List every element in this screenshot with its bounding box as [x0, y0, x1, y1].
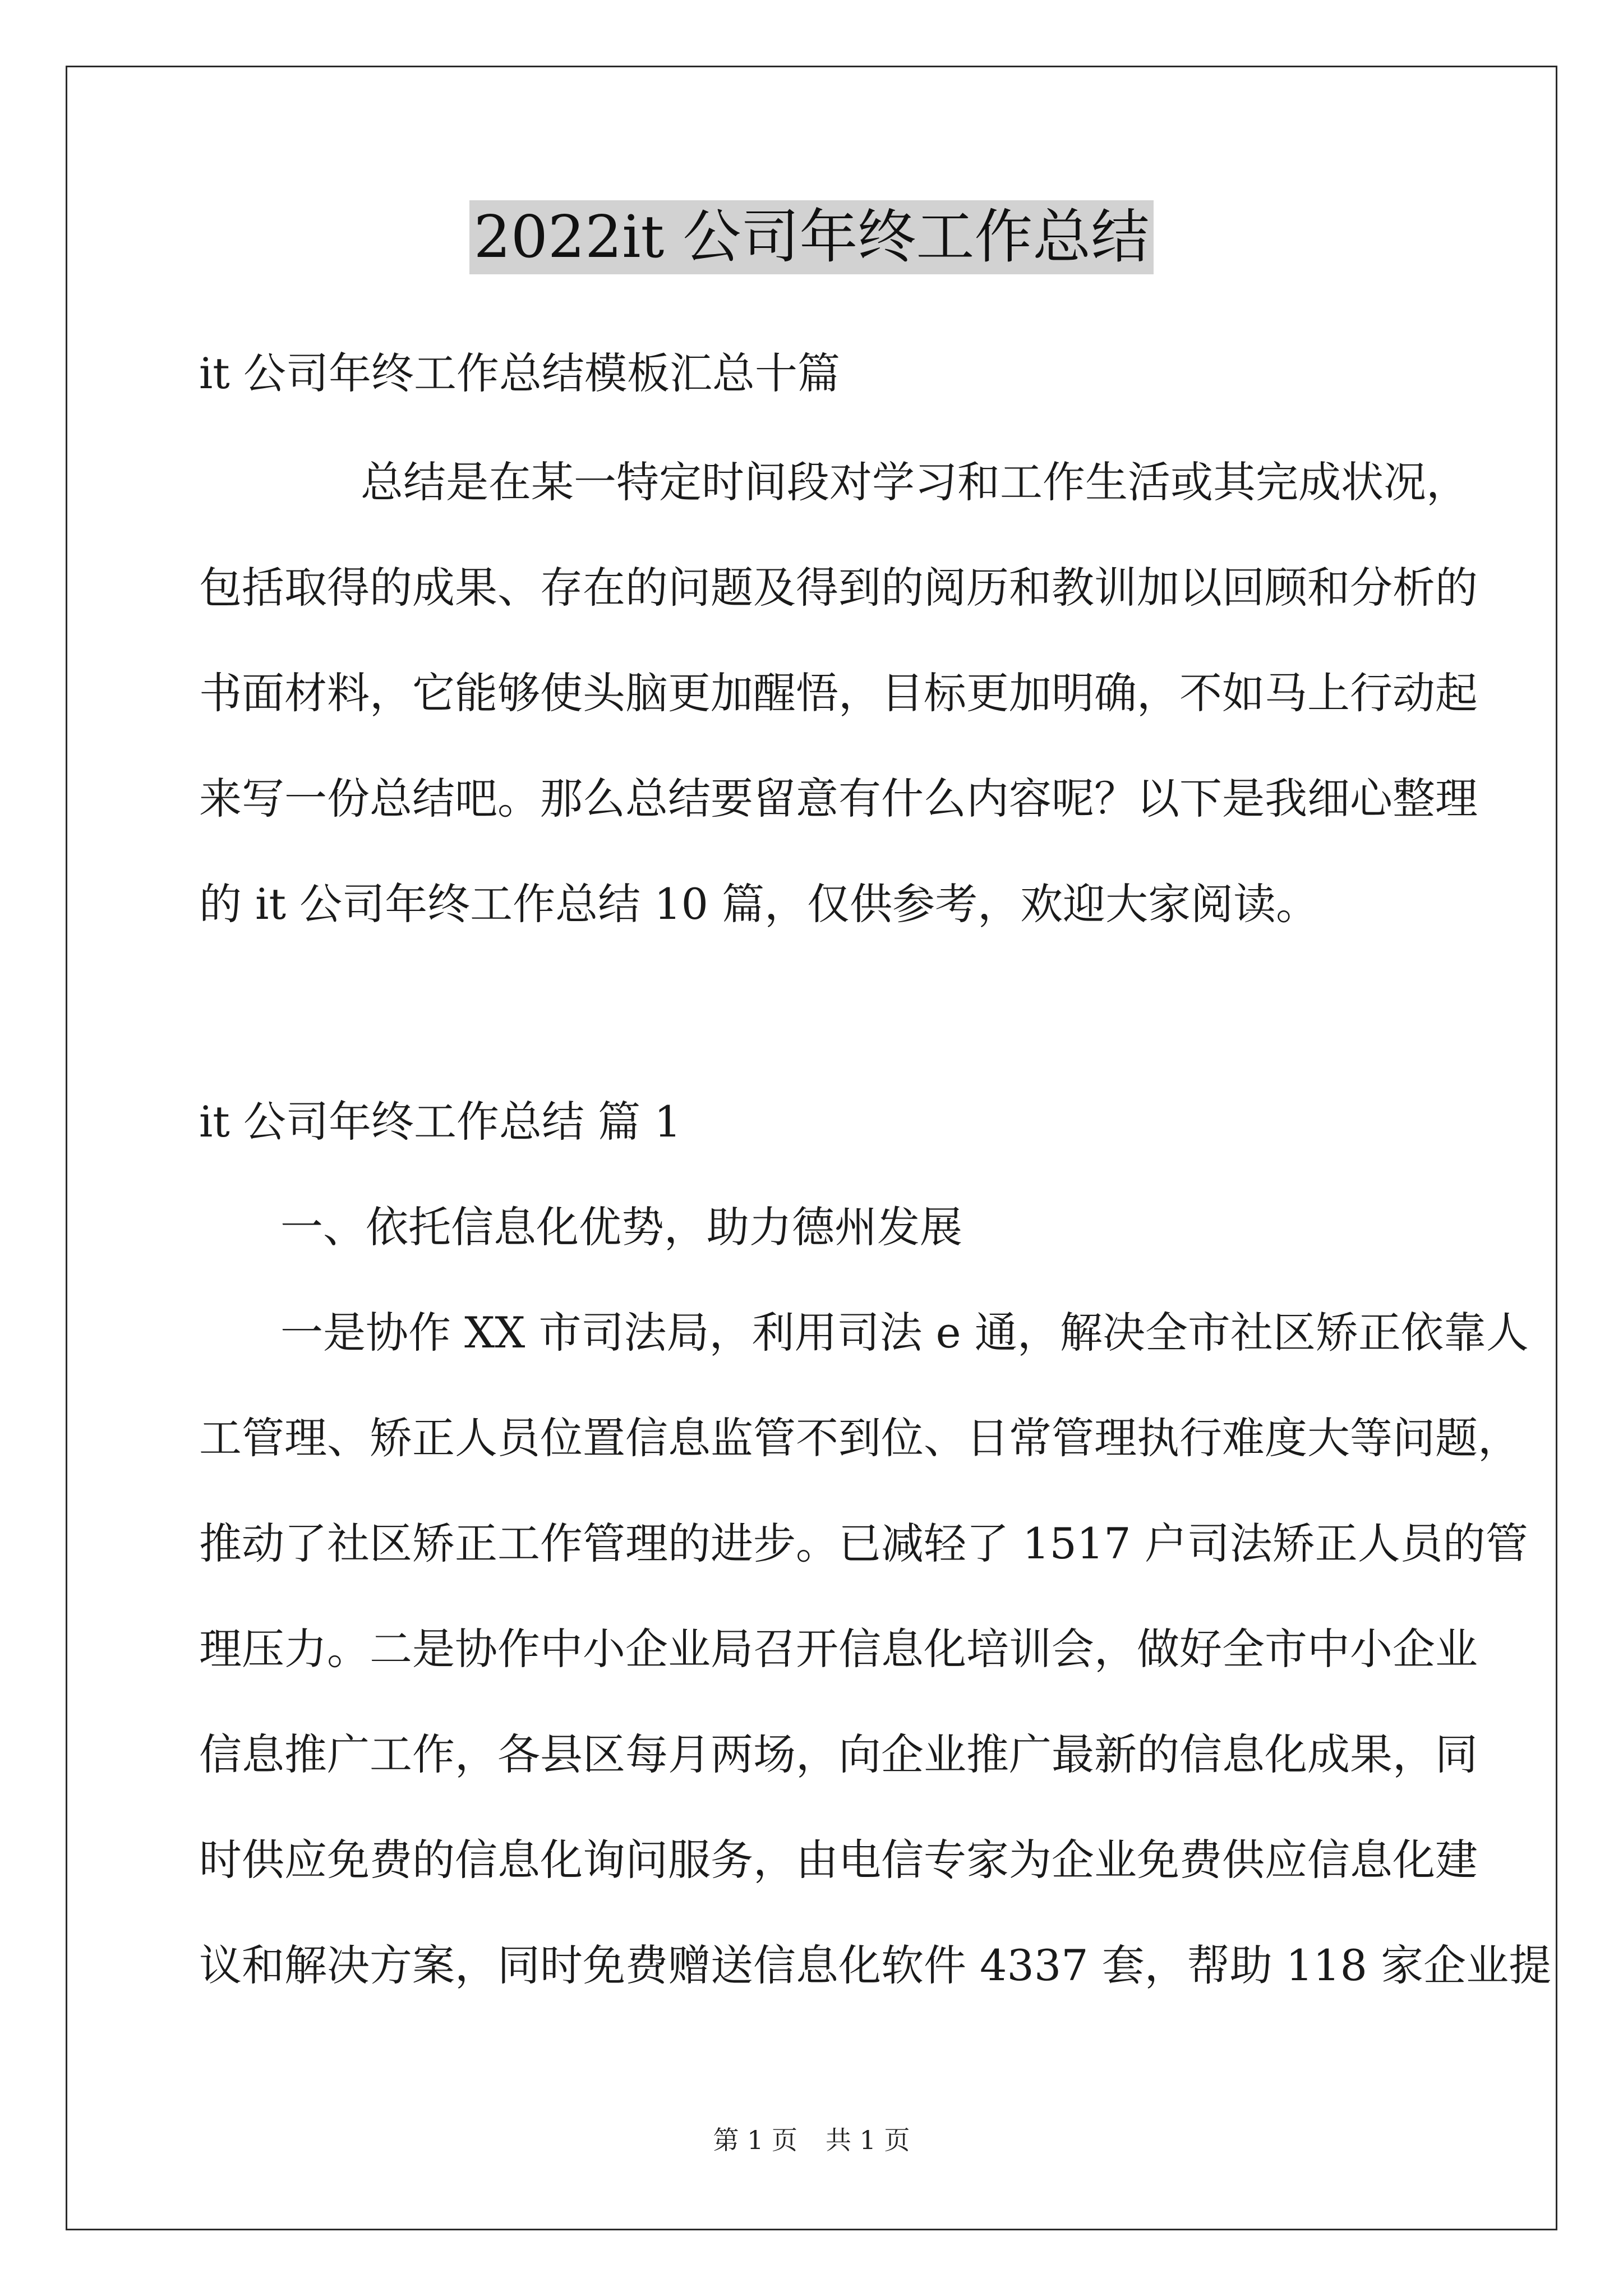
document-title: 2022it 公司年终工作总结 — [469, 200, 1154, 274]
section-subheading: 一、依托信息化优势，助力德州发展 — [280, 1202, 962, 1252]
body-line: 信息推广工作，各县区每月两场，向企业推广最新的信息化成果，同 — [199, 1729, 1478, 1779]
body-line: 议和解决方案，同时免费赠送信息化软件 4337 套，帮助 118 家企业提 — [199, 1940, 1552, 1990]
intro-line: 包括取得的成果、存在的问题及得到的阅历和教训加以回顾和分析的 — [199, 563, 1478, 613]
intro-line: 来写一份总结吧。那么总结要留意有什么内容呢？以下是我细心整理 — [199, 774, 1478, 823]
intro-line: 书面材料，它能够使头脑更加醒悟，目标更加明确，不如马上行动起 — [199, 668, 1478, 718]
page-total: 共 1 页 — [826, 2125, 910, 2155]
body-line: 一是协作 XX 市司法局，利用司法 e 通，解决全市社区矫正依靠人 — [280, 1308, 1529, 1358]
title-container — [0, 200, 1623, 274]
body-line: 理压力。二是协作中小企业局召开信息化培训会，做好全市中小企业 — [199, 1624, 1478, 1674]
intro-line: 总结是在某一特定时间段对学习和工作生活或其完成状况， — [361, 457, 1469, 507]
page-number: 第 1 页 — [713, 2125, 797, 2155]
body-line: 时供应免费的信息化询问服务，由电信专家为企业免费供应信息化建 — [199, 1835, 1478, 1885]
page-footer — [0, 2127, 1623, 2153]
document-subtitle: it 公司年终工作总结模板汇总十篇 — [199, 348, 841, 398]
body-line: 推动了社区矫正工作管理的进步。已减轻了 1517 户司法矫正人员的管 — [199, 1519, 1528, 1568]
intro-line: 的 it 公司年终工作总结 10 篇，仅供参考，欢迎大家阅读。 — [199, 879, 1319, 929]
body-line: 工管理、矫正人员位置信息监管不到位、日常管理执行难度大等问题， — [199, 1413, 1520, 1463]
section-heading: it 公司年终工作总结 篇 1 — [199, 1097, 681, 1147]
